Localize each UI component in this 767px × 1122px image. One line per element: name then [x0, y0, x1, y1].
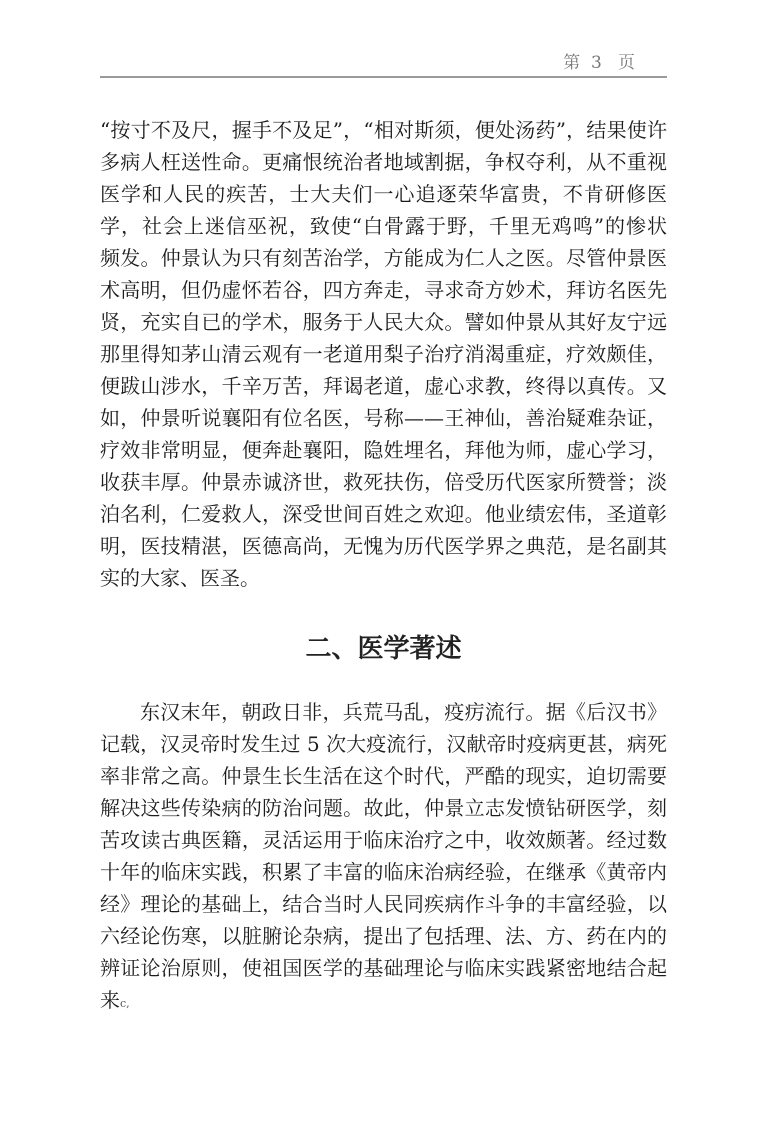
text-line: 经》理论的基础上，结合当时人民同疾病作斗争的丰富经验，以 — [100, 892, 667, 916]
text-line: 便跋山涉水，千辛万苦，拜谒老道，虚心求教，终得以真传。又 — [100, 374, 667, 398]
text-line: 记载，汉灵帝时发生过 5 次大疫流行，汉献帝时疫病更甚，病死 — [100, 732, 667, 756]
text-line: 辨证论治原则，使祖国医学的基础理论与临床实践紧密地结合起 — [100, 956, 667, 980]
final-word: 来 — [100, 988, 120, 1012]
text-line: 实的大家、医圣。 — [100, 566, 260, 590]
text-line: 明，医技精湛，医德高尚，无愧为历代医学界之典范，是名副其 — [100, 534, 667, 558]
text-line: 频发。仲景认为只有刻苦治学，方能成为仁人之医。尽管仲景医 — [100, 246, 667, 270]
section-heading: 二、医学著述 — [305, 634, 462, 664]
text-line-final — [100, 984, 667, 1016]
text-line: 收获丰厚。仲景赤诚济世，救死扶伤，倍受历代医家所赞誉；淡 — [100, 470, 667, 494]
text-line: 六经论伤寒，以脏腑论杂病，提出了包括理、法、方、药在内的 — [100, 924, 667, 948]
paragraph-medical-writings — [100, 696, 667, 1016]
text-line: 贤，充实自已的学术，服务于人民大众。譬如仲景从其好友宁远 — [100, 310, 667, 334]
end-mark: c, — [120, 997, 130, 1010]
page-number: 第 3 页 — [563, 53, 635, 73]
page-header — [100, 48, 667, 78]
text-line: 泊名利，仁爱救人，深受世间百姓之欢迎。他业绩宏伟，圣道彰 — [100, 502, 667, 526]
text-line: 如，仲景听说襄阳有位名医，号称——王神仙，善治疑难杂证， — [100, 406, 667, 430]
text-line: “按寸不及尺，握手不及足”，“相对斯须，便处汤药”，结果使许 — [100, 118, 667, 142]
text-line: 多病人枉送性命。更痛恨统治者地域割据，争权夺利，从不重视 — [100, 150, 667, 174]
text-line: 那里得知茅山清云观有一老道用梨子治疗消渴重症，疗效颇佳， — [100, 342, 667, 366]
text-line: 苦攻读古典医籍，灵活运用于临床治疗之中，收效颇著。经过数 — [100, 828, 667, 852]
text-line: 疗效非常明显，便奔赴襄阳，隐姓埋名，拜他为师，虚心学习， — [100, 438, 667, 462]
text-line: 解决这些传染病的防治问题。故此，仲景立志发愤钻研医学，刻 — [100, 796, 667, 820]
text-line: 率非常之高。仲景生长生活在这个时代，严酷的现实，迫切需要 — [100, 764, 667, 788]
paragraph-biography — [100, 114, 667, 594]
document-body — [100, 114, 667, 1016]
text-line: 东汉末年，朝政日非，兵荒马乱，疫疠流行。据《后汉书》 — [140, 700, 667, 724]
text-line: 术高明，但仍虚怀若谷，四方奔走，寻求奇方妙术，拜访名医先 — [100, 278, 667, 302]
text-line: 十年的临床实践，积累了丰富的临床治病经验，在继承《黄帝内 — [100, 860, 667, 884]
text-line: 学，社会上迷信巫祝，致使“白骨露于野，千里无鸡鸣”的惨状 — [100, 214, 667, 238]
text-line: 医学和人民的疾苦，士大夫们一心追逐荣华富贵，不肯研修医 — [100, 182, 667, 206]
